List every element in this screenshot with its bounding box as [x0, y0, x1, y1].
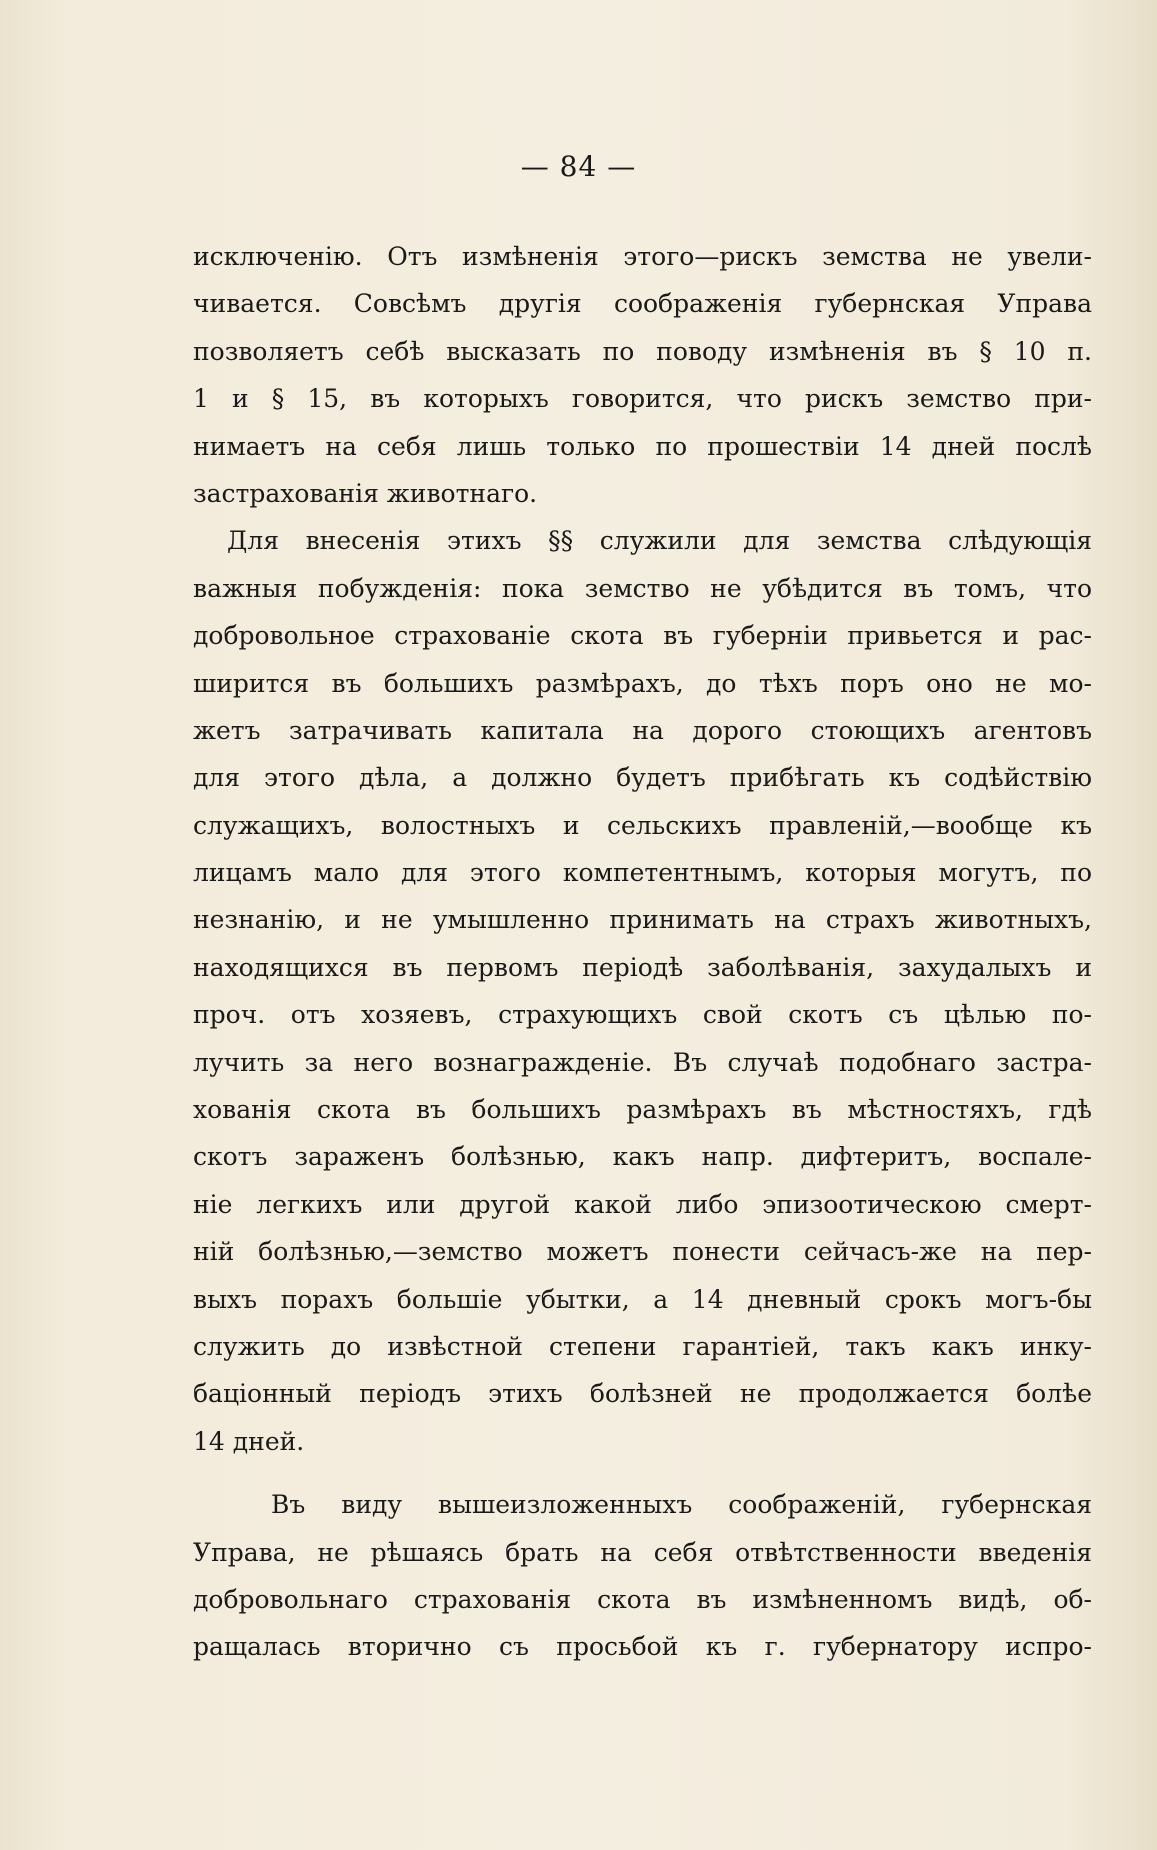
text-line: нимаетъ на себя лишь только по прошествіи 14 дней послѣ — [193, 431, 1092, 461]
text-line: проч. отъ хозяевъ, страхующихъ свой скотъ съ цѣлью по- — [193, 1000, 1092, 1030]
text-line: хованія скота въ большихъ размѣрахъ въ мѣстностяхъ, гдѣ — [193, 1095, 1092, 1125]
text-line: для этого дѣла, а должно будетъ прибѣгать къ содѣйствію — [193, 763, 1092, 793]
text-line: находящихся въ первомъ періодѣ заболѣванія, захудалыхъ и — [193, 952, 1092, 982]
text-line: служащихъ, волостныхъ и сельскихъ правленій,—вообще къ — [193, 810, 1092, 840]
body-text — [193, 233, 1092, 1671]
text-line: Управа, не рѣшаясь брать на себя отвѣтственности введенія — [193, 1537, 1092, 1567]
text-line: чивается. Совсѣмъ другія соображенія губернская Управа — [193, 289, 1092, 319]
text-line: лучить за него вознагражденіе. Въ случаѣ подобнаго застра- — [193, 1047, 1092, 1077]
text-line: ніе легкихъ или другой какой либо эпизоотическою смерт- — [193, 1189, 1092, 1219]
text-line: ширится въ большихъ размѣрахъ, до тѣхъ поръ оно не мо- — [193, 668, 1092, 698]
text-line: выхъ порахъ большіе убытки, а 14 дневный срокъ могъ-бы — [193, 1284, 1092, 1314]
paragraph-gap — [193, 1465, 1092, 1481]
text-line: ній болѣзнью,—земство можетъ понести сейчасъ-же на пер- — [193, 1237, 1092, 1267]
text-line: позволяетъ себѣ высказать по поводу измѣненія въ § 10 п. — [193, 336, 1092, 366]
text-line: жетъ затрачивать капитала на дорого стоющихъ агентовъ — [193, 715, 1092, 745]
text-line: застрахованія животнаго. — [193, 478, 538, 508]
text-line: баціонный періодъ этихъ болѣзней не продолжается болѣе — [193, 1379, 1092, 1409]
text-line: 14 дней. — [193, 1426, 305, 1456]
text-line: скотъ зараженъ болѣзнью, какъ напр. дифтеритъ, воспале- — [193, 1142, 1092, 1172]
text-line: добровольное страхованіе скота въ губерніи привьется и рас- — [193, 621, 1092, 651]
text-line: лицамъ мало для этого компетентнымъ, которыя могутъ, по — [193, 858, 1092, 888]
text-line: Въ виду вышеизложенныхъ соображеній, губернская — [271, 1490, 1092, 1520]
page-number: — 84 — — [520, 150, 637, 183]
text-line: служить до извѣстной степени гарантіей, такъ какъ инку- — [193, 1331, 1092, 1361]
text-line: важныя побужденія: пока земство не убѣдится въ томъ, что — [193, 573, 1092, 603]
text-line: Для внесенія этихъ §§ служили для земства слѣдующія — [227, 526, 1092, 556]
text-line: ращалась вторично съ просьбой къ г. губернатору испро- — [193, 1632, 1092, 1662]
text-line: исключенію. Отъ измѣненія этого—рискъ земства не увели- — [193, 242, 1092, 271]
text-line: 1 и § 15, въ которыхъ говорится, что рискъ земство при- — [193, 384, 1092, 414]
text-line: незнанію, и не умышленно принимать на страхъ животныхъ, — [193, 905, 1092, 935]
text-line: добровольнаго страхованія скота въ измѣненномъ видѣ, об- — [193, 1584, 1092, 1614]
